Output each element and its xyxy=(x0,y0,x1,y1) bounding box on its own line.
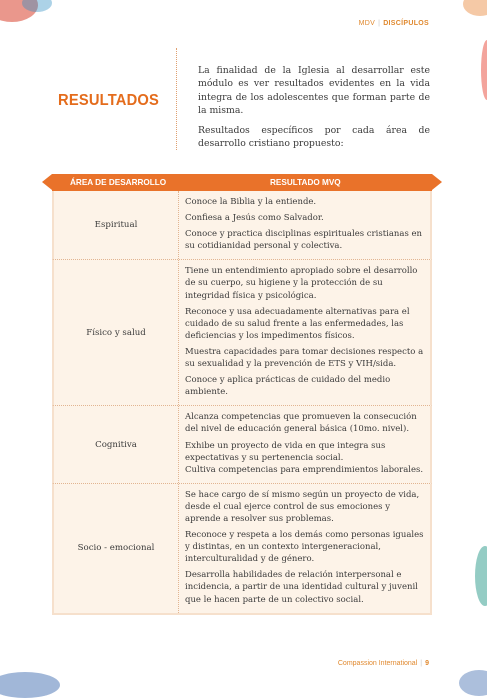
decorative-splash xyxy=(0,672,60,698)
result-item: Desarrolla habilidades de relación interpersonal e incidencia, a partir de una identidad cultural y juvenil que le hacen parte de un colectivo social. xyxy=(185,570,418,605)
result-item: Se hace cargo de sí mismo según un proyecto de vida, desde el cual ejerce control de sus emociones y aprende a resolver sus problemas. xyxy=(185,489,420,524)
area-cell: Espiritual xyxy=(54,191,179,259)
footer-org: Compassion International xyxy=(337,660,418,667)
header-result: RESULTADO MVQ xyxy=(270,178,341,187)
header-area: ÁREA DE DESARROLLO xyxy=(70,178,167,187)
intro-text xyxy=(198,64,430,158)
area-cell: Socio - emocional xyxy=(54,484,179,613)
result-cell xyxy=(179,260,430,405)
result-item: Conoce la Biblia y la entiende. xyxy=(185,197,317,207)
result-item: Reconoce y respeta a los demás como personas iguales y distintas, en un contexto intergeneracional, interculturalidad y de género. xyxy=(185,530,424,565)
result-item: Cultiva competencias para emprendimientos laborales. xyxy=(185,464,424,475)
table-row xyxy=(52,406,432,483)
result-item: Conoce y aplica prácticas de cuidado del medio ambiente. xyxy=(185,375,391,398)
result-item: Reconoce y usa adecuadamente alternativas para el cuidado de su salud frente a las enfermedades, las deficiencias y los impedimentos físicos. xyxy=(185,306,410,341)
result-item: Muestra capacidades para tomar decisiones respecto a su sexualidad y la prevención de ETS y VIH/sida. xyxy=(185,346,424,370)
area-cell: Cognitiva xyxy=(54,406,179,482)
table-row xyxy=(52,260,432,406)
table-header xyxy=(52,174,432,191)
result-cell xyxy=(179,191,430,259)
page-number: 9 xyxy=(425,660,429,667)
intro-paragraph: Resultados específicos por cada área de desarrollo cristiano propuesto: xyxy=(198,125,430,150)
results-table xyxy=(52,174,432,615)
decorative-splash xyxy=(481,40,487,100)
result-cell xyxy=(179,484,430,613)
decorative-splash xyxy=(459,670,487,696)
table-row xyxy=(52,191,432,260)
area-cell: Físico y salud xyxy=(54,260,179,405)
decorative-splash xyxy=(463,0,487,16)
result-item: Confiesa a Jesús como Salvador. xyxy=(185,213,324,224)
header-tag: MDV | DISCÍPULOS xyxy=(358,20,429,27)
intro-paragraph: La finalidad de la Iglesia al desarrollar este módulo es ver resultados evidentes en la vida integra de los adolescentes que forman parte de la misma. xyxy=(198,65,430,116)
result-item: Alcanza competencias que promueven la consecución del nivel de educación general básica (10mo. nivel). xyxy=(185,412,417,435)
result-cell xyxy=(179,406,430,482)
result-item: Conoce y practica disciplinas espirituales cristianas en su cotidianidad personal y colectiva. xyxy=(185,229,423,252)
table-row xyxy=(52,484,432,615)
result-item: Exhibe un proyecto de vida en que integra sus expectativas y su pertenencia social. xyxy=(185,440,386,463)
header-brand: MDV xyxy=(358,20,376,27)
header-section: DISCÍPULOS xyxy=(383,20,429,27)
result-item: Tiene un entendimiento apropiado sobre el desarrollo de su cuerpo, su higiene y la protección de su integridad física y psicológica. xyxy=(185,266,418,301)
decorative-splash xyxy=(475,546,487,606)
divider xyxy=(176,48,177,150)
page-title: RESULTADOS xyxy=(58,92,160,109)
page-footer: Compassion International | 9 xyxy=(337,660,429,667)
